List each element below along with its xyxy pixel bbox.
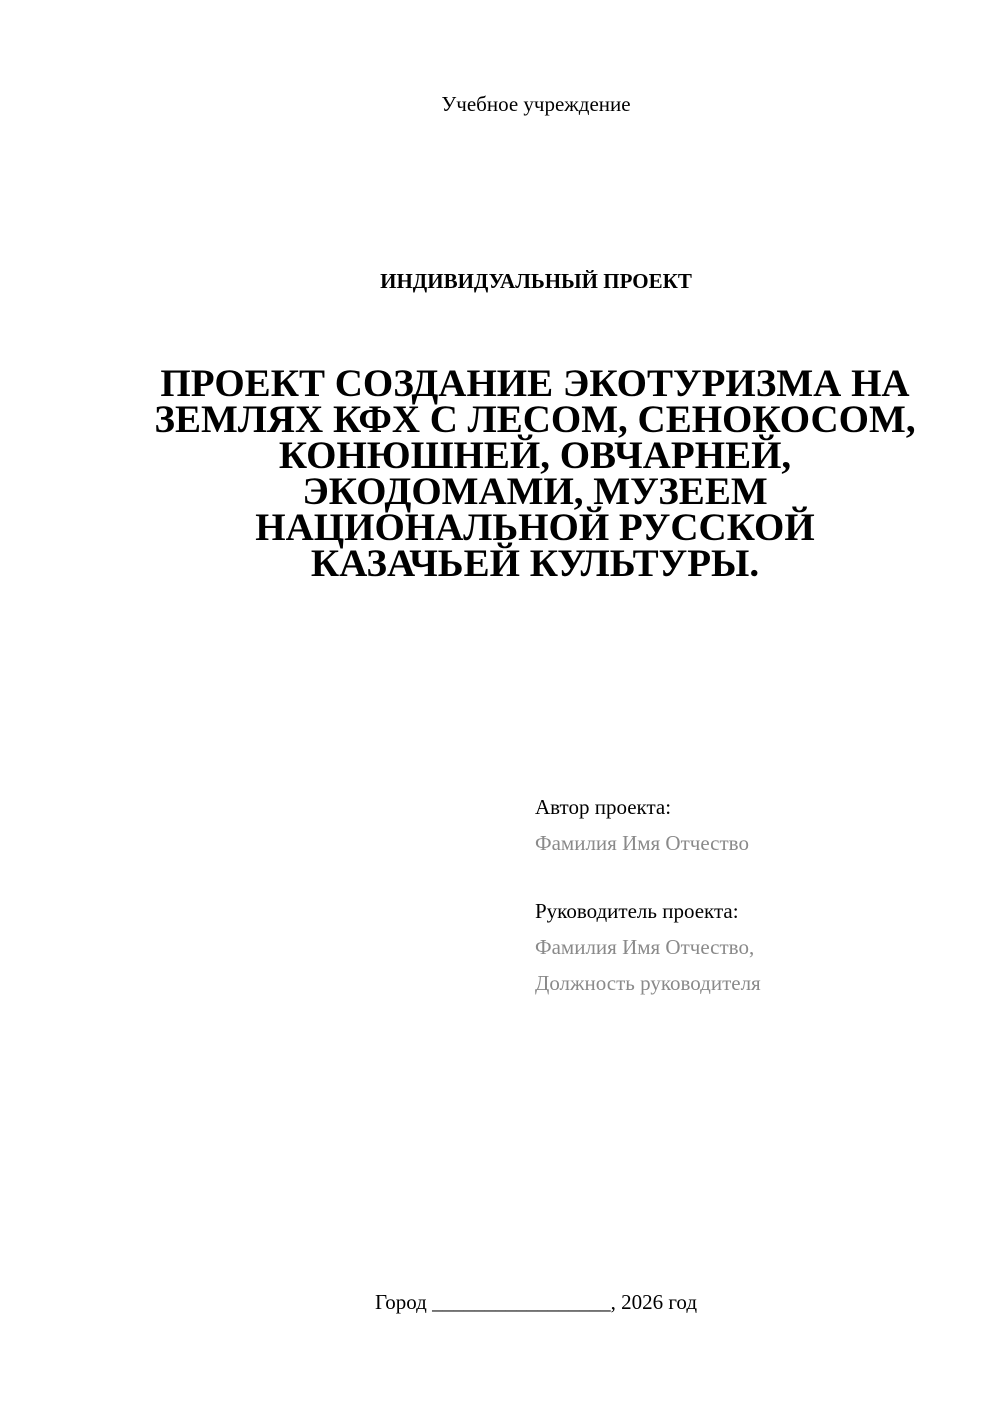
supervisor-name: Фамилия Имя Отчество, (535, 935, 755, 959)
institution-name: Учебное учреждение (441, 92, 631, 116)
city-year-line: Город _________________, 2026 год (374, 1290, 698, 1314)
supervisor-position: Должность руководителя (535, 971, 761, 995)
project-title: ПРОЕКТ СОЗДАНИЕ ЭКОТУРИЗМА НА ЗЕМЛЯХ КФХ С ЛЕСОМ, СЕНОКОСОМ, КОНЮШНЕЙ, ОВЧАРНЕЙ, ЭКОДОМАМИ, МУЗЕЕМ НАЦИОНАЛЬНОЙ РУССКОЙ КАЗАЧЬЕЙ КУЛЬТУРЫ. (154, 362, 916, 585)
author-name: Фамилия Имя Отчество (535, 831, 749, 855)
author-label: Автор проекта: (535, 795, 672, 819)
credits-block (535, 789, 761, 1001)
project-type-heading: ИНДИВИДУАЛЬНЫЙ ПРОЕКТ (380, 269, 692, 293)
supervisor-label: Руководитель проекта: (535, 899, 739, 923)
